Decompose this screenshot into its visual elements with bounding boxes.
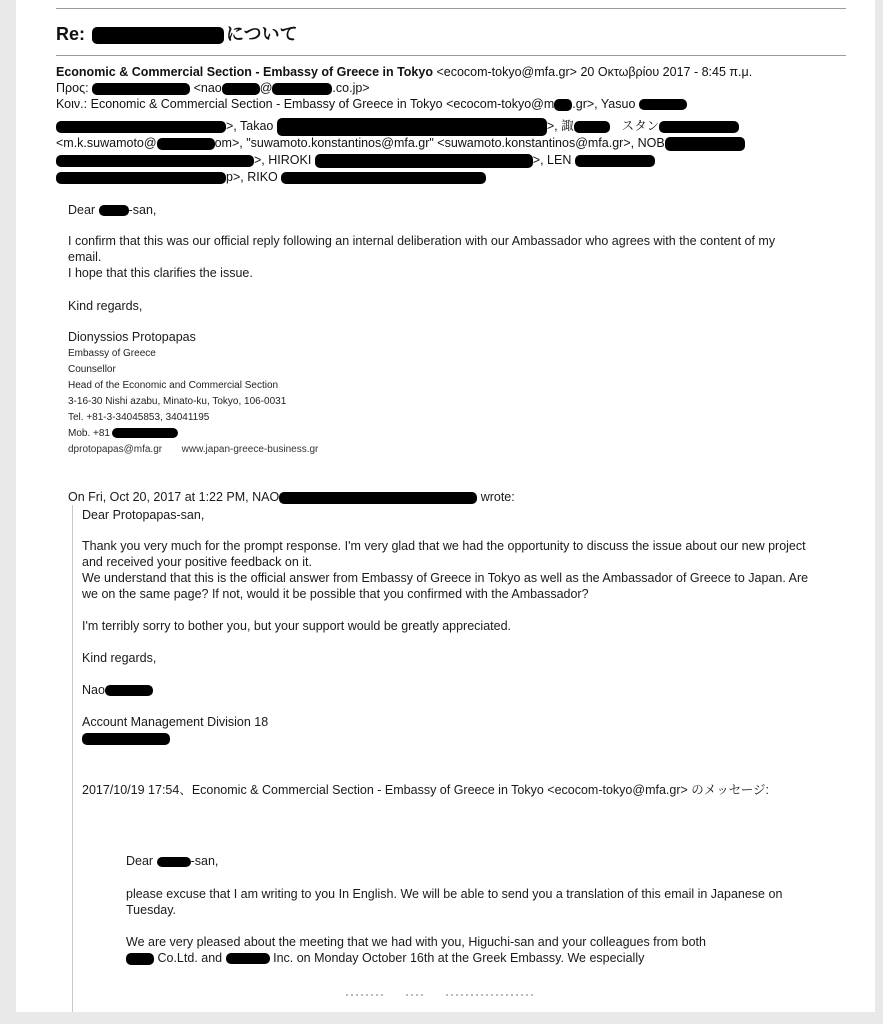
body-paragraph: I confirm that this was our official reply following an internal deliberation with our Ambassador who agrees with the content of my email. [68, 234, 776, 264]
redaction [639, 99, 687, 110]
cc-line-2 [56, 116, 739, 136]
nested-greeting [126, 853, 218, 869]
from-line [56, 65, 752, 79]
quoted-paragraph: I'm terribly sorry to bother you, but your support would be greatly appreciated. [82, 619, 511, 633]
signature-mobile [68, 426, 178, 442]
redaction [281, 172, 486, 184]
name-text: Nao [82, 683, 105, 697]
redaction [99, 205, 129, 216]
redaction [272, 83, 332, 95]
sender-email[interactable]: <ecocom-tokyo@mfa.gr> [436, 65, 577, 79]
quote-bar [72, 505, 73, 1012]
cc-recipient[interactable]: <m.k.suwamoto@ [56, 136, 157, 150]
redaction [112, 428, 178, 438]
redaction [92, 83, 190, 95]
redaction [92, 27, 224, 44]
nested-paragraph-continued [126, 950, 806, 966]
redaction [277, 118, 547, 136]
redaction [126, 953, 154, 965]
redaction [665, 137, 745, 151]
cut-off-text-fragment [346, 984, 546, 988]
redaction [56, 121, 226, 133]
nested-paragraph: We are very pleased about the meeting that we had with you, Higuchi-san and your colleagues from both [126, 935, 706, 949]
redaction [56, 172, 226, 184]
greeting [68, 202, 156, 218]
attribution-text: wrote: [480, 490, 515, 504]
to-email-part[interactable]: @ [259, 81, 273, 95]
redaction [554, 99, 572, 111]
cc-recipient[interactable]: スタン [621, 119, 660, 133]
greeting-text: Dear [126, 854, 154, 868]
greeting-text: Dear [68, 203, 96, 217]
body-paragraph: I hope that this clarifies the issue. [68, 266, 253, 280]
cc-recipient[interactable]: >, LEN [532, 153, 572, 167]
redaction [574, 121, 610, 133]
quote-attribution [68, 489, 515, 505]
mobile-text: Mob. +81 [68, 428, 110, 439]
signature-website-link[interactable]: www.japan-greece-business.gr [181, 444, 319, 455]
cc-line-5 [56, 170, 486, 184]
email-document [16, 0, 875, 1012]
cc-line-4 [56, 153, 655, 168]
sent-date: 20 Οκτωβρίου 2017 - 8:45 π.μ. [580, 65, 753, 79]
subject-divider [56, 55, 846, 56]
greeting-text: -san, [190, 854, 219, 868]
quoted-paragraph: We understand that this is the official answer from Embassy of Greece in Tokyo as well as the Ambassador of Greece to Japan. Are we on the same page? If not, would it be possible that you confirmed with the Ambassador? [82, 571, 809, 601]
cc-label: Κοιν.: [56, 97, 88, 111]
signature-name: Dionyssios Protopapas [68, 330, 196, 344]
quoted-company [82, 730, 170, 746]
redaction [82, 733, 170, 745]
subject-prefix: Re: [56, 24, 86, 44]
cc-recipient[interactable]: >, 諏 [546, 119, 574, 133]
redaction [56, 155, 254, 167]
to-email-part[interactable]: .co.jp> [332, 81, 370, 95]
top-divider [56, 8, 846, 9]
redaction [279, 492, 477, 504]
greeting-text: -san, [128, 203, 157, 217]
quoted-name [82, 682, 153, 698]
closing: Kind regards, [68, 299, 143, 313]
quoted-closing: Kind regards, [82, 651, 157, 665]
signature-email-link[interactable]: dprotopapas@mfa.gr [68, 444, 163, 455]
paragraph-text: Co.Ltd. and [157, 951, 223, 965]
email-subject [56, 20, 298, 46]
subject-suffix: について [226, 24, 298, 44]
redaction [315, 154, 533, 168]
cc-recipient[interactable]: Economic & Commercial Section - Embassy of Greece in Tokyo <ecocom-tokyo@m [90, 97, 555, 111]
to-label: Προς: [56, 81, 89, 95]
redaction [226, 953, 270, 964]
redaction [222, 83, 260, 95]
signature-address: 3-16-30 Nishi azabu, Minato-ku, Tokyo, 106-0031 [68, 396, 287, 407]
signature-contacts [68, 442, 318, 458]
redaction [105, 685, 153, 696]
cc-recipient[interactable]: p>, RIKO [226, 170, 278, 184]
quoted-division: Account Management Division 18 [82, 715, 269, 729]
cc-recipient[interactable]: >, HIROKI [254, 153, 312, 167]
quoted-paragraph: Thank you very much for the prompt response. I'm very glad that we had the opportunity to discuss the issue about our new project and received your positive feedback on it. [82, 539, 806, 569]
cc-line-1 [56, 97, 687, 111]
to-email-part[interactable]: <nao [193, 81, 222, 95]
redaction [157, 857, 191, 867]
attribution-text: On Fri, Oct 20, 2017 at 1:22 PM, NAO [68, 490, 280, 504]
cc-line-3 [56, 136, 745, 151]
cc-recipient[interactable]: .gr>, Yasuo [572, 97, 636, 111]
signature-role: Head of the Economic and Commercial Section [68, 380, 279, 391]
to-line [56, 81, 370, 95]
quoted-greeting: Dear Protopapas-san, [82, 508, 205, 522]
signature-tel: Tel. +81-3-34045853, 34041195 [68, 412, 210, 423]
sender-name[interactable]: Economic & Commercial Section - Embassy of Greece in Tokyo [56, 65, 433, 79]
paragraph-text: Inc. on Monday October 16th at the Greek Embassy. We especially [273, 951, 645, 965]
signature-title: Counsellor [68, 364, 116, 375]
redaction [575, 155, 655, 167]
nested-quote-attribution: 2017/10/19 17:54、Economic & Commercial Section - Embassy of Greece in Tokyo <ecocom-tokyo@mfa.gr> のメッセージ: [82, 783, 769, 797]
redaction [659, 121, 739, 133]
redaction [157, 138, 215, 150]
nested-paragraph: please excuse that I am writing to you In English. We will be able to send you a translation of this email in Japanese on Tuesday. [126, 887, 783, 917]
cc-recipient[interactable]: om>, "suwamoto.konstantinos@mfa.gr" <suwamoto.konstantinos@mfa.gr>, NOB [214, 136, 665, 150]
signature-org: Embassy of Greece [68, 348, 156, 359]
cc-recipient[interactable]: >, Takao [226, 119, 274, 133]
